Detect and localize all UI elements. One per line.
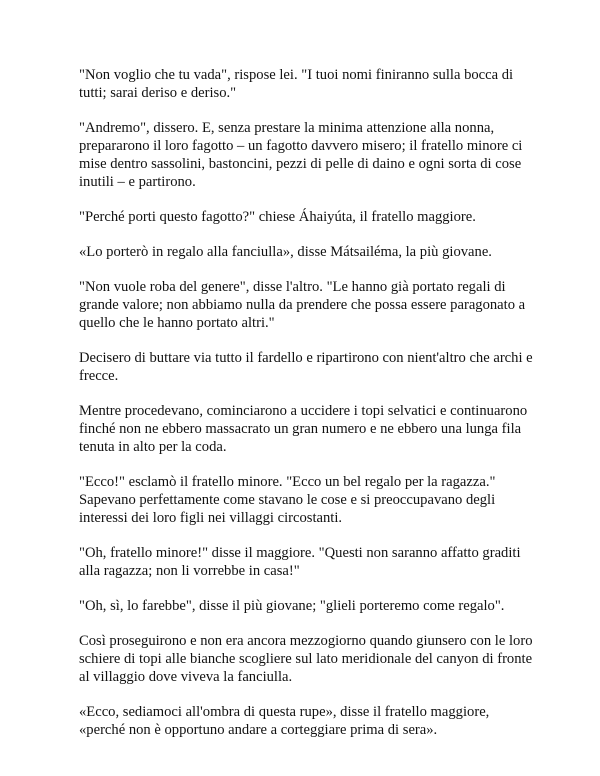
- paragraph-1: "Non voglio che tu vada", rispose lei. "I tuoi nomi finiranno sulla bocca di tutti; sarai deriso e deriso.": [79, 67, 514, 101]
- paragraph-9: "Oh, fratello minore!" disse il maggiore. "Questi non saranno affatto graditi alla ragazza; non li vorrebbe in casa!": [79, 545, 521, 579]
- paragraph-10: "Oh, sì, lo farebbe", disse il più giovane; "glieli porteremo come regalo".: [79, 598, 505, 614]
- paragraph-12: «Ecco, sediamoci all'ombra di questa rupe», disse il fratello maggiore, «perché non è opportuno andare a corteggiare prima di sera».: [79, 704, 490, 738]
- paragraph-4: «Lo porterò in regalo alla fanciulla», disse Mátsailéma, la più giovane.: [79, 244, 492, 260]
- paragraph-3: "Perché porti questo fagotto?" chiese Áhaiyúta, il fratello maggiore.: [79, 209, 476, 225]
- paragraph-11: Così proseguirono e non era ancora mezzogiorno quando giunsero con le loro schiere di topi alle bianche scogliere sul lato meridionale del canyon di fronte al villaggio dove viveva la fanciulla.: [79, 633, 533, 685]
- document-body: [79, 66, 539, 756]
- paragraph-6: Decisero di buttare via tutto il fardello e ripartirono con nient'altro che archi e frecce.: [79, 350, 533, 384]
- paragraph-7: Mentre procedevano, cominciarono a uccidere i topi selvatici e continuarono finché non ne ebbero massacrato un gran numero e ne ebbero una lunga fila tenuta in alto per la coda.: [79, 403, 528, 455]
- paragraph-8: "Ecco!" esclamò il fratello minore. "Ecco un bel regalo per la ragazza." Sapevano perfettamente come stavano le cose e si preoccupavano degli interessi dei loro figli nei villaggi circostanti.: [79, 474, 496, 526]
- paragraph-2: "Andremo", dissero. E, senza prestare la minima attenzione alla nonna, prepararono il loro fagotto – un fagotto davvero misero; il fratello minore ci mise dentro sassolini, bastoncini, pezzi di pelle di daino e ogni sorta di cose inutili – e partirono.: [79, 120, 523, 190]
- paragraph-5: "Non vuole roba del genere", disse l'altro. "Le hanno già portato regali di grande valore; non abbiamo nulla da prendere che possa essere paragonato a quello che le hanno portato altri.": [79, 279, 526, 331]
